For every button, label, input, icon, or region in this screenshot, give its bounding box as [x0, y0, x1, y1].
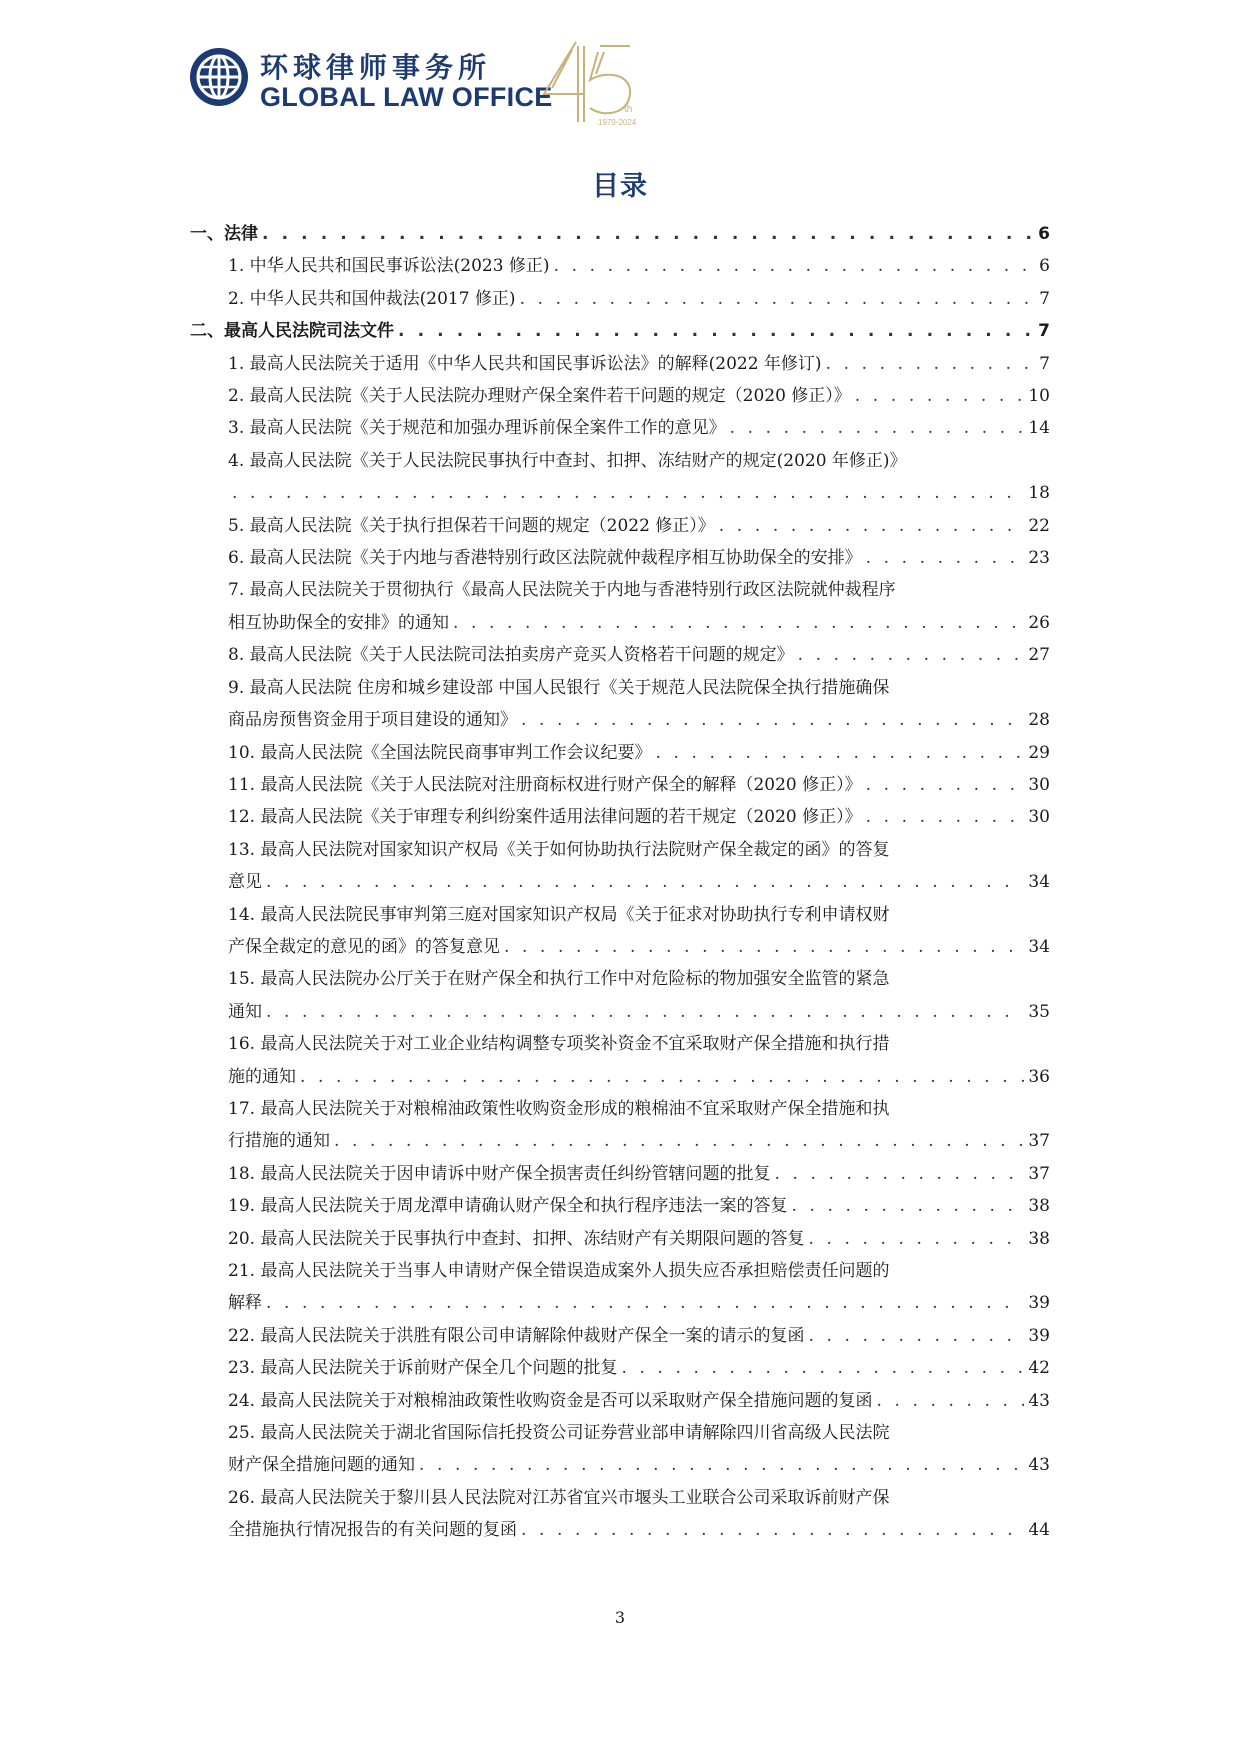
toc-entry-title-first-line: 14. 最高人民法院民事审判第三庭对国家知识产权局《关于征求对协助执行专利申请权财 [228, 904, 890, 925]
toc-entry-title: 全措施执行情况报告的有关问题的复函 [228, 1520, 517, 1541]
dot-leader [453, 607, 1024, 639]
toc-entry-title: 1. 中华人民共和国民事诉讼法(2023 修正) [228, 256, 550, 277]
toc-entry-title: 相互协助保全的安排》的通知 [228, 612, 449, 633]
dot-leader [521, 704, 1024, 736]
toc-entry[interactable] [228, 1320, 1050, 1352]
toc-page-number: 36 [1028, 1066, 1050, 1087]
toc-entry[interactable] [228, 1385, 1050, 1417]
dot-leader [719, 510, 1025, 542]
toc-entry-title: 12. 最高人民法院《关于审理专利纠纷案件适用法律问题的若干规定（2020 修正）》 [228, 807, 862, 828]
toc-entry-title: 1. 最高人民法院关于适用《中华人民共和国民事诉讼法》的解释(2022 年修订) [228, 353, 822, 374]
dot-leader [621, 1352, 1024, 1384]
dot-leader [655, 737, 1024, 769]
toc-entry[interactable] [228, 574, 1050, 639]
toc-entry[interactable] [228, 834, 1050, 899]
toc-entry[interactable] [228, 283, 1050, 315]
toc-entry-title-first-line: 25. 最高人民法院关于湖北省国际信托投资公司证券营业部申请解除四川省高级人民法院 [228, 1423, 890, 1444]
toc-page-number: 10 [1028, 386, 1050, 407]
toc-entry[interactable] [228, 542, 1050, 574]
toc-entry-title: 22. 最高人民法院关于洪胜有限公司申请解除仲裁财产保全一案的请示的复函 [228, 1325, 805, 1346]
toc-page-number: 6 [1039, 256, 1050, 277]
toc-entry-title: 二、最高人民法院司法文件 [190, 321, 394, 342]
toc-entry[interactable] [228, 445, 1050, 510]
toc-entry-title-first-line: 13. 最高人民法院对国家知识产权局《关于如何协助执行法院财产保全裁定的函》的答复 [228, 839, 890, 860]
toc-entry[interactable] [228, 1190, 1050, 1222]
dot-leader [504, 931, 1024, 963]
toc-entry[interactable] [228, 672, 1050, 737]
dot-leader [866, 542, 1025, 574]
toc-page-number: 37 [1028, 1163, 1050, 1184]
dot-leader [808, 1223, 1024, 1255]
toc-entry[interactable] [228, 1482, 1050, 1547]
toc-page-number: 7 [1039, 288, 1050, 309]
toc-entry-title: 20. 最高人民法院关于民事执行中查封、扣押、冻结财产有关期限问题的答复 [228, 1228, 805, 1249]
dot-leader [774, 1158, 1024, 1190]
toc-entry-title: 6. 最高人民法院《关于内地与香港特别行政区法院就仲裁程序相互协助保全的安排》 [228, 548, 862, 569]
toc-entry[interactable] [228, 510, 1050, 542]
toc-entry-title: 23. 最高人民法院关于诉前财产保全几个问题的批复 [228, 1358, 618, 1379]
toc-entry[interactable] [228, 1223, 1050, 1255]
toc-entry-title: 19. 最高人民法院关于周龙潭申请确认财产保全和执行程序违法一案的答复 [228, 1196, 788, 1217]
toc-page-number: 14 [1028, 418, 1050, 439]
dot-leader [826, 348, 1036, 380]
dot-leader [262, 218, 1034, 250]
toc-entry-title-first-line: 21. 最高人民法院关于当事人申请财产保全错误造成案外人损失应否承担赔偿责任问题的 [228, 1261, 890, 1281]
dot-leader [266, 1287, 1024, 1319]
toc-entry-title: 11. 最高人民法院《关于人民法院对注册商标权进行财产保全的解释（2020 修正）》 [228, 774, 862, 795]
toc-entry-title-first-line: 7. 最高人民法院关于贯彻执行《最高人民法院关于内地与香港特别行政区法院就仲裁程序 [228, 580, 896, 601]
toc-entry[interactable] [228, 737, 1050, 769]
toc-entry-title: 商品房预售资金用于项目建设的通知》 [228, 710, 517, 731]
dot-leader [730, 412, 1025, 444]
toc-page-number: 38 [1028, 1196, 1050, 1217]
toc-page-number: 35 [1028, 1001, 1050, 1022]
toc-entry[interactable] [228, 639, 1050, 671]
dot-leader [798, 639, 1025, 671]
toc-entry-title: 2. 最高人民法院《关于人民法院办理财产保全案件若干问题的规定（2020 修正）》 [228, 386, 851, 407]
dot-leader [398, 315, 1034, 347]
toc-entry-title-first-line: 17. 最高人民法院关于对粮棉油政策性收购资金形成的粮棉油不宜采取财产保全措施和执 [228, 1098, 890, 1119]
brand-name-english: GLOBAL LAW OFFICE [260, 82, 553, 112]
toc-page-number: 38 [1028, 1228, 1050, 1249]
toc-entry-title: 8. 最高人民法院《关于人民法院司法拍卖房产竞买人资格若干问题的规定》 [228, 645, 794, 666]
dot-leader [791, 1190, 1024, 1222]
toc-entry-title: 通知 [228, 1001, 262, 1022]
toc-section-heading[interactable] [190, 218, 1050, 250]
dot-leader [300, 1061, 1024, 1093]
toc-entry-title: 意见 [228, 872, 262, 893]
toc-entry[interactable] [228, 1158, 1050, 1190]
dot-leader [554, 250, 1036, 282]
toc-entry[interactable] [228, 899, 1050, 964]
table-of-contents [190, 218, 1050, 1547]
toc-entry-title: 解释 [228, 1293, 262, 1314]
toc-entry-title: 5. 最高人民法院《关于执行担保若干问题的规定（2022 修正）》 [228, 515, 715, 536]
toc-page-number: 28 [1028, 710, 1050, 731]
toc-entry[interactable] [228, 801, 1050, 833]
toc-entry[interactable] [228, 348, 1050, 380]
toc-page-number: 18 [1028, 483, 1050, 504]
toc-entry-title: 一、法律 [190, 224, 258, 244]
toc-page-number: 7 [1038, 321, 1050, 342]
dot-leader [866, 769, 1025, 801]
toc-page-number: 6 [1038, 224, 1050, 244]
toc-entry-title-first-line: 15. 最高人民法院办公厅关于在财产保全和执行工作中对危险标的物加强安全监管的紧急 [228, 969, 890, 990]
toc-entry-title: 18. 最高人民法院关于因申请诉中财产保全损害责任纠纷管辖问题的批复 [228, 1163, 771, 1184]
toc-entry-title-first-line: 9. 最高人民法院 住房和城乡建设部 中国人民银行《关于规范人民法院保全执行措施确保 [228, 677, 890, 698]
toc-page-number: 22 [1028, 515, 1050, 536]
dot-leader [876, 1385, 1024, 1417]
toc-page-number: 34 [1028, 936, 1050, 957]
dot-leader [232, 477, 1024, 509]
45th-anniversary-emblem-icon [528, 32, 648, 132]
toc-entry[interactable] [228, 769, 1050, 801]
toc-entry-title: 3. 最高人民法院《关于规范和加强办理诉前保全案件工作的意见》 [228, 418, 726, 439]
page-number: 3 [614, 1608, 626, 1627]
toc-entry[interactable] [228, 380, 1050, 412]
toc-page-number: 27 [1028, 645, 1050, 666]
toc-entry-title: 行措施的通知 [228, 1131, 330, 1152]
toc-page-number: 23 [1028, 548, 1050, 569]
toc-entry-title: 施的通知 [228, 1066, 296, 1087]
toc-page-number: 30 [1028, 807, 1050, 828]
header-logo [188, 42, 648, 127]
dot-leader [419, 1449, 1024, 1481]
toc-entry-title: 2. 中华人民共和国仲裁法(2017 修正) [228, 288, 516, 309]
toc-page-number: 39 [1028, 1325, 1050, 1346]
dot-leader [266, 866, 1024, 898]
toc-page-number: 7 [1039, 353, 1050, 374]
toc-page-number: 43 [1028, 1390, 1050, 1411]
toc-entry[interactable] [228, 1028, 1050, 1093]
toc-entry-title-first-line: 4. 最高人民法院《关于人民法院民事执行中查封、扣押、冻结财产的规定(2020 年修正)》 [228, 450, 907, 471]
toc-entry[interactable] [228, 1093, 1050, 1158]
toc-page-number: 34 [1028, 872, 1050, 893]
toc-title: 目录 [592, 171, 648, 202]
globe-logo-icon [188, 46, 250, 108]
toc-entry-title: 24. 最高人民法院关于对粮棉油政策性收购资金是否可以采取财产保全措施问题的复函 [228, 1390, 873, 1411]
dot-leader [266, 996, 1024, 1028]
toc-page-number: 29 [1028, 742, 1050, 763]
toc-entry[interactable] [228, 412, 1050, 444]
dot-leader [866, 801, 1025, 833]
dot-leader [808, 1320, 1024, 1352]
toc-entry[interactable] [228, 250, 1050, 282]
dot-leader [520, 283, 1036, 315]
toc-page-number: 30 [1028, 774, 1050, 795]
toc-entry-title: 10. 最高人民法院《全国法院民商事审判工作会议纪要》 [228, 742, 652, 763]
toc-page-number: 44 [1028, 1520, 1050, 1541]
toc-entry-title: 财产保全措施问题的通知 [228, 1455, 415, 1476]
toc-entry[interactable] [228, 963, 1050, 1028]
toc-entry[interactable] [228, 1417, 1050, 1482]
toc-entry-title-first-line: 16. 最高人民法院关于对工业企业结构调整专项奖补资金不宜采取财产保全措施和执行措 [228, 1034, 890, 1055]
toc-entry-title: 产保全裁定的意见的函》的答复意见 [228, 936, 500, 957]
brand-name-chinese: 环球律师事务所 [260, 51, 492, 84]
dot-leader [855, 380, 1025, 412]
toc-entry[interactable] [228, 1255, 1050, 1320]
toc-page-number: 43 [1028, 1455, 1050, 1476]
toc-section-heading[interactable] [190, 315, 1050, 347]
dot-leader [334, 1125, 1024, 1157]
dot-leader [521, 1514, 1024, 1546]
toc-entry-title-first-line: 26. 最高人民法院关于黎川县人民法院对江苏省宜兴市堰头工业联合公司采取诉前财产保 [228, 1487, 890, 1508]
toc-page-number: 37 [1028, 1131, 1050, 1152]
toc-page-number: 39 [1028, 1293, 1050, 1314]
anniversary-years-label: 1979-2024 [598, 118, 637, 127]
anniversary-th-label: th [624, 104, 633, 115]
toc-page-number: 26 [1028, 612, 1050, 633]
toc-entry[interactable] [228, 1352, 1050, 1384]
toc-page-number: 42 [1028, 1358, 1050, 1379]
